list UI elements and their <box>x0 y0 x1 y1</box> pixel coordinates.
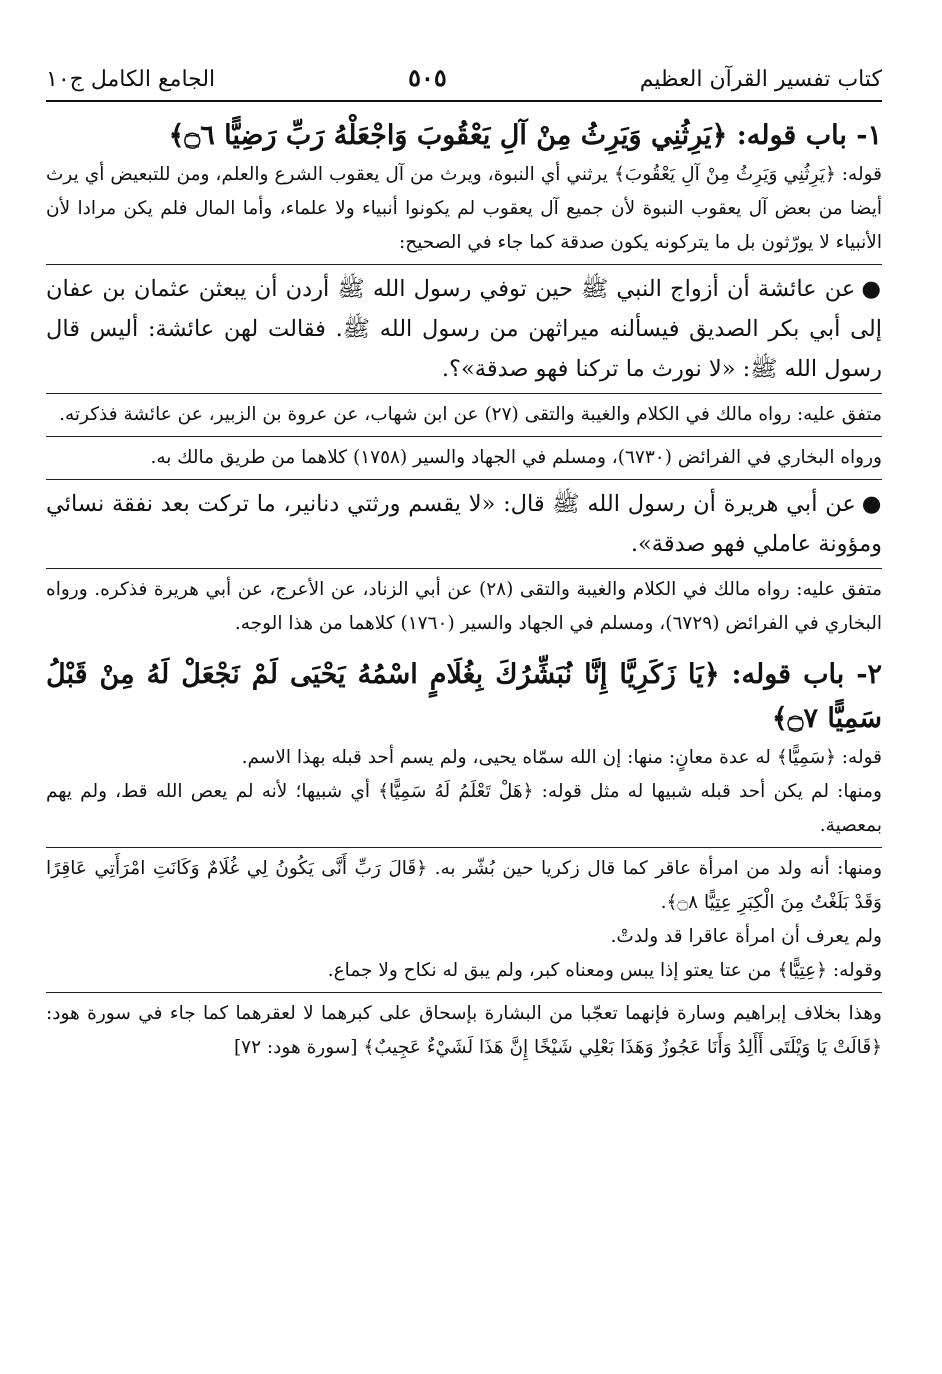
takhrij-paragraph: متفق عليه: رواه مالك في الكلام والغيبة والتقى (٢٧) عن ابن شهاب، عن عروة بن الزبير، عن عائشة فذكرته. <box>59 404 882 425</box>
bullet-icon: ● <box>861 276 882 302</box>
book-title: كتاب تفسير القرآن العظيم <box>639 67 882 92</box>
bullet-icon: ● <box>861 491 882 517</box>
takhrij-paragraph: ورواه البخاري في الفرائض (٦٧٣٠)، ومسلم في الجهاد والسير (١٧٥٨) كلاهما من طريق مالك به. <box>150 447 882 468</box>
commentary-paragraph: وقوله: ﴿عِتِيًّا﴾ من عتا يعتو إذا يبس ومعناه كبر، ولم يبق له نكاح ولا جماع. <box>327 960 882 981</box>
divider <box>46 847 882 848</box>
hadith-paragraph <box>46 484 882 564</box>
commentary-paragraph: قوله: ﴿سَمِيًّا﴾ له عدة معانٍ: منها: إن الله سمّاه يحيى، ولم يسم أحد قبله بهذا الاسم. <box>241 747 882 768</box>
page-header <box>46 52 882 102</box>
divider <box>46 992 882 993</box>
divider <box>46 568 882 569</box>
hadith-text: عن عائشة أن أزواج النبي ﷺ حين توفي رسول الله ﷺ أردن أن يبعثن عثمان بن عفان إلى أبي بكر الصديق فيسألنه ميراثهن من رسول الله ﷺ. فقالت لهن عائشة: أليس قال رسول الله ﷺ: «لا نورث ما تركنا فهو صدقة»؟. <box>46 276 882 382</box>
commentary-paragraph: ولم يعرف أن امرأة عاقرا قد ولدتْ. <box>610 926 882 947</box>
page-number: ٥٠٥ <box>408 63 447 92</box>
divider <box>46 479 882 480</box>
hadith-text: عن أبي هريرة أن رسول الله ﷺ قال: «لا يقسم ورثتي دنانير، ما تركت بعد نفقة نسائي ومؤونة عاملي فهو صدقة». <box>46 491 882 557</box>
commentary-paragraph: ومنها: لم يكن أحد قبله شبيها له مثل قوله: ﴿هَلْ تَعْلَمُ لَهُ سَمِيًّا﴾ أي شبيها؛ لأنه لم يعص الله قط، ولم يهم بمعصية. <box>46 781 882 836</box>
volume-label: الجامع الكامل ج١٠ <box>46 67 216 92</box>
divider <box>46 393 882 394</box>
commentary-paragraph: قوله: ﴿يَرِثُنِي وَيَرِثُ مِنْ آلِ يَعْقُوبَ﴾ يرثني أي النبوة، ويرث من آل يعقوب الشرع والعلم، ومن للتبعيض أي يرث أيضا من بعض آل يعقوب النبوة لأن جميع آل يعقوب لم يكونوا أنبياء ولا علماء، وأما المال فلم يكن مرادا لأن الأنبياء لا يورّثون بل ما يتركونه يكون صدقة كما جاء في الصحيح: <box>46 164 882 253</box>
divider <box>46 264 882 265</box>
commentary-paragraph: وهذا بخلاف إبراهيم وسارة فإنهما تعجّبا من البشارة بإسحاق على كبرهما لا لعقرهما كما جاء في سورة هود: ﴿قَالَتْ يَا وَيْلَتَى أَأَلِدُ وَأَنَا عَجُوزٌ وَهَذَا بَعْلِي شَيْخًا إِنَّ هَذَا لَشَيْءٌ عَجِيبٌ﴾ [سورة هود: ٧٢] <box>46 1003 882 1058</box>
takhrij-paragraph: متفق عليه: رواه مالك في الكلام والغيبة والتقى (٢٨) عن أبي الزناد، عن الأعرج، عن أبي هريرة فذكره. ورواه البخاري في الفرائض (٦٧٢٩)، ومسلم في الجهاد والسير (١٧٦٠) كلاهما من هذا الوجه. <box>46 579 882 634</box>
divider <box>46 436 882 437</box>
section-heading: ١- باب قوله: ﴿يَرِثُنِي وَيَرِثُ مِنْ آلِ يَعْقُوبَ وَاجْعَلْهُ رَبِّ رَضِيًّا ۝٦﴾ <box>168 120 882 151</box>
hadith-paragraph <box>46 269 882 389</box>
commentary-paragraph: ومنها: أنه ولد من امرأة عاقر كما قال زكريا حين بُشّر به. ﴿قَالَ رَبِّ أَنَّى يَكُونُ لِي غُلَامٌ وَكَانَتِ امْرَأَتِي عَاقِرًا وَقَدْ بَلَغْتُ مِنَ الْكِبَرِ عِتِيًّا ۝٨﴾. <box>46 858 882 913</box>
section-heading: ٢- باب قوله: ﴿يَا زَكَرِيَّا إِنَّا نُبَشِّرُكَ بِغُلَامٍ اسْمُهُ يَحْيَى لَمْ نَجْعَلْ لَهُ مِنْ قَبْلُ سَمِيًّا ۝٧﴾ <box>46 659 882 734</box>
